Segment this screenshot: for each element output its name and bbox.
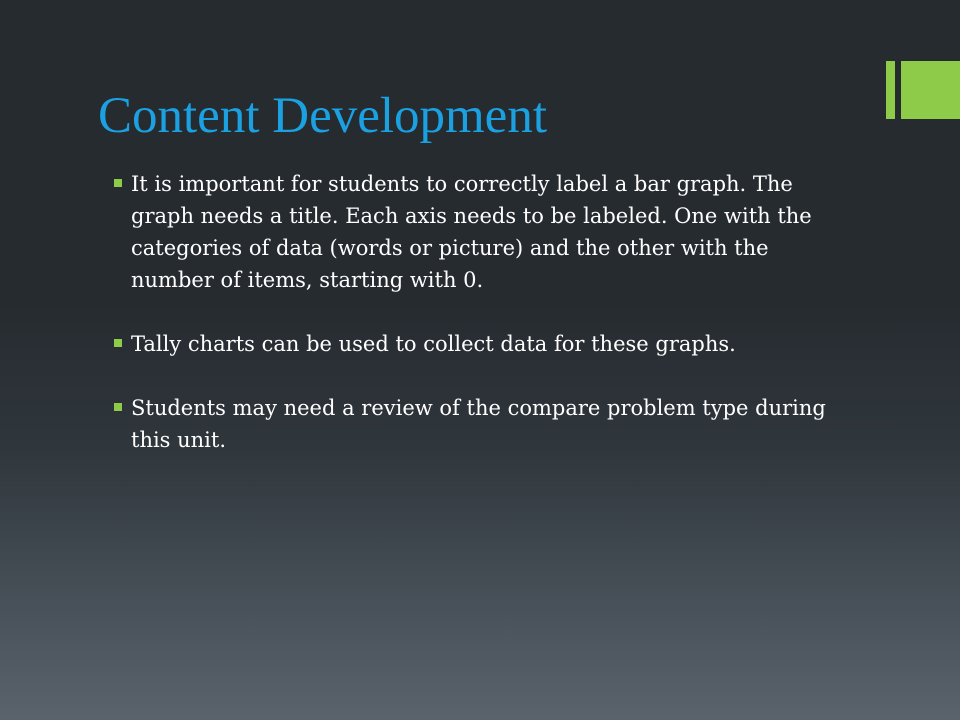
slide-title: Content Development	[98, 88, 547, 144]
bullet-item	[114, 168, 854, 296]
square-bullet-icon	[114, 179, 122, 187]
bullet-list	[114, 168, 854, 488]
accent-bar-thin	[886, 61, 895, 119]
accent-bar-thick	[901, 61, 960, 119]
bullet-text: Tally charts can be used to collect data for these graphs.	[131, 332, 736, 356]
square-bullet-icon	[114, 339, 122, 347]
square-bullet-icon	[114, 403, 122, 411]
bullet-text: Students may need a review of the compare problem type during this unit.	[131, 396, 826, 452]
bullet-item	[114, 392, 854, 456]
bullet-item	[114, 328, 854, 360]
bullet-text: It is important for students to correctly label a bar graph. The graph needs a title. Each axis needs to be labeled. One with the categories of data (words or picture) and the other with the number of items, starting with 0.	[131, 172, 812, 292]
